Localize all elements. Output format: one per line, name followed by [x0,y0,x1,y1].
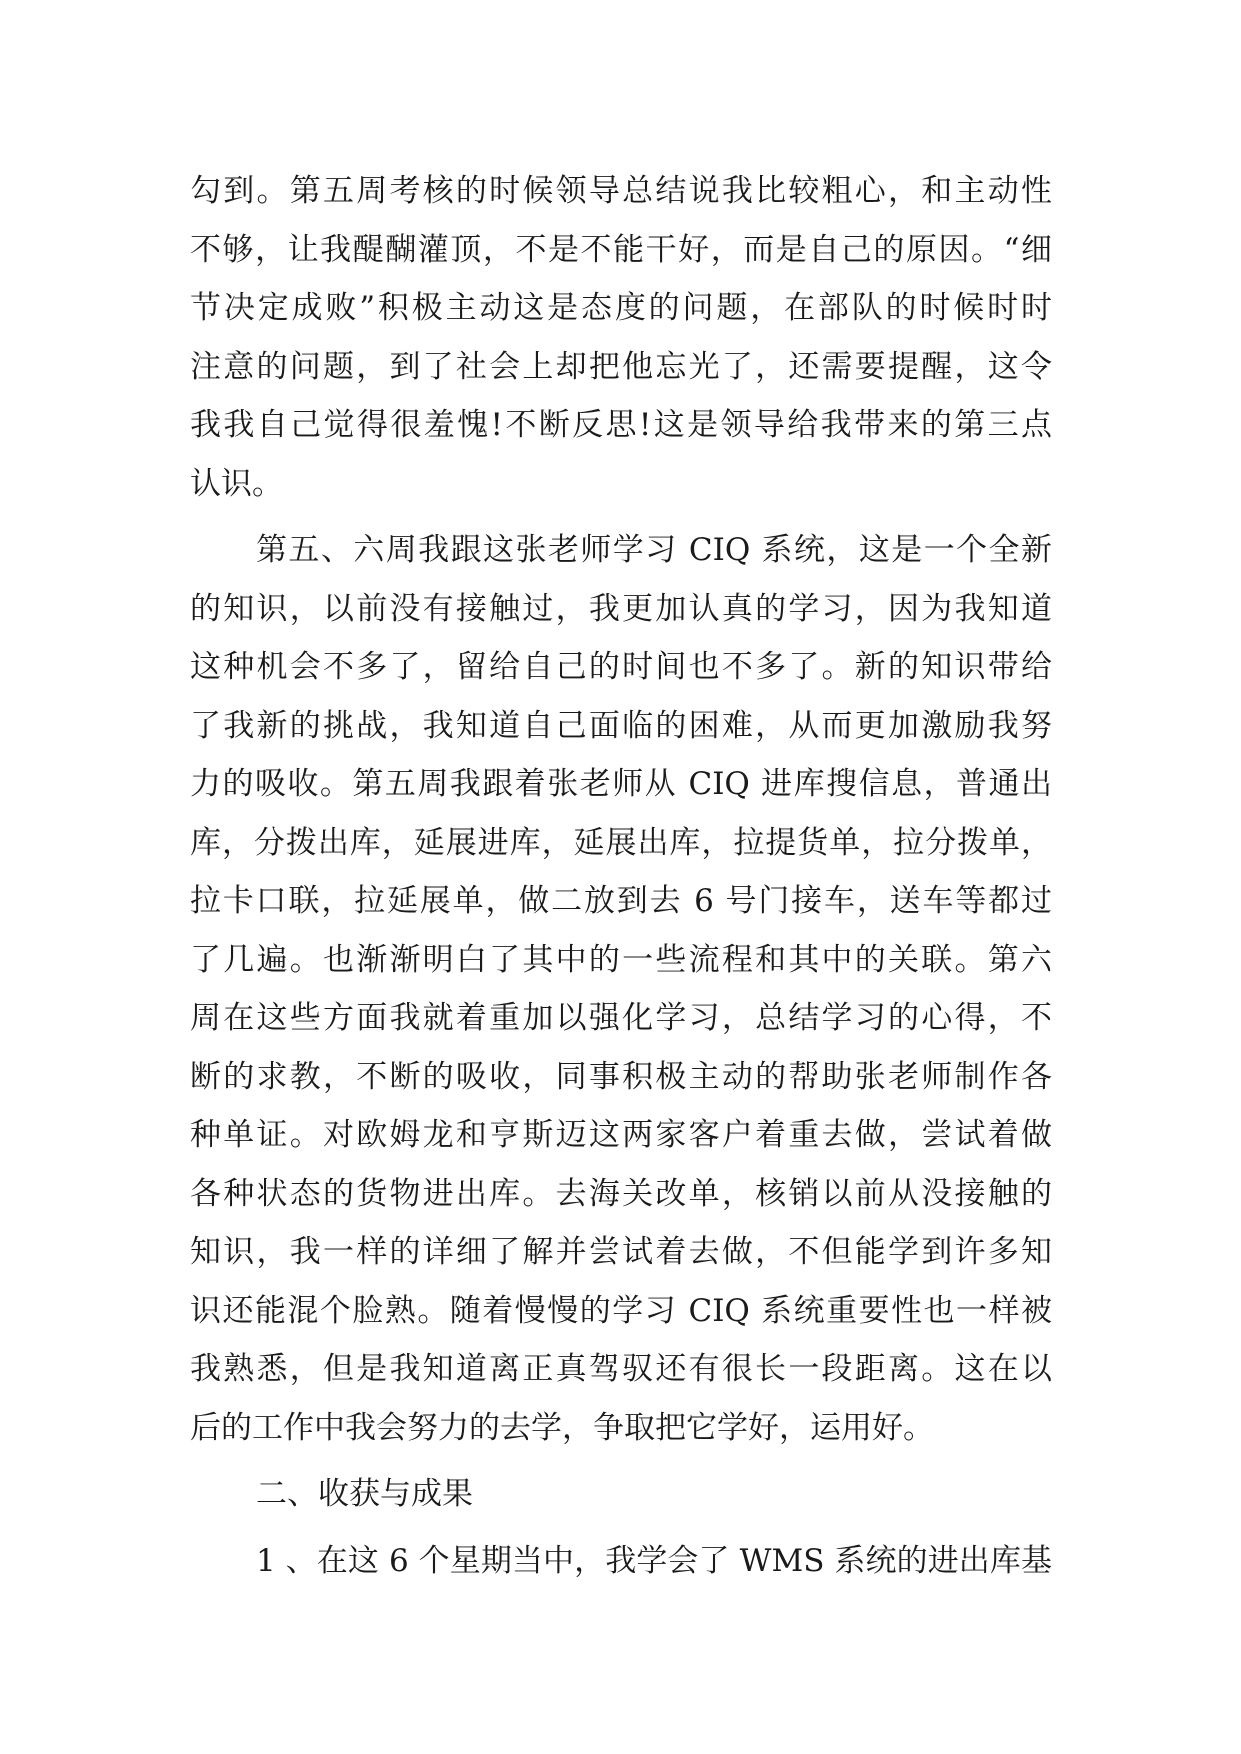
text-line: 拉卡口联，拉延展单，做二放到去 6 号门接车，送车等都过 [190,883,1052,919]
text-line: 的知识，以前没有接触过，我更加认真的学习，因为我知道 [190,590,1052,627]
text-line: 了几遍。也渐渐明白了其中的一些流程和其中的关联。第六 [190,941,1052,978]
paragraph-gap [190,1457,1052,1465]
text-line: 周在这些方面我就着重加以强化学习，总结学习的心得，不 [190,1000,1052,1036]
text-line: 不够，让我醍醐灌顶，不是不能干好，而是自己的原因。“细 [190,231,1052,268]
text-line: 库，分拨出库，延展进库，延展出库，拉提货单，拉分拨单， [190,824,1052,861]
text-line: 断的求教，不断的吸收，同事积极主动的帮助张老师制作各 [190,1058,1052,1095]
text-line: 第五、六周我跟这张老师学习 CIQ 系统，这是一个全新 [256,532,1052,568]
text-line: 识还能混个脸熟。随着慢慢的学习 CIQ 系统重要性也一样被 [190,1292,1052,1329]
text-line: 节决定成败”积极主动这是态度的问题，在部队的时候时时 [190,290,1052,326]
paragraph-gap [190,1524,1052,1532]
body-text [190,162,1052,1590]
paragraph-gap [190,513,1052,521]
text-line: 知识，我一样的详细了解并尝试着去做，不但能学到许多知 [190,1234,1052,1270]
text-line: 了我新的挑战，我知道自己面临的困难，从而更加激励我努 [190,707,1052,744]
text-line: 认识。 [190,465,283,502]
text-line: 我熟悉，但是我知道离正真驾驭还有很长一段距离。这在以 [190,1351,1052,1387]
text-line: 勾到。第五周考核的时候领导总结说我比较粗心，和主动性 [190,173,1052,209]
text-line: 注意的问题，到了社会上却把他忘光了，还需要提醒，这令 [190,348,1052,385]
text-line: 1 、在这 6 个星期当中，我学会了 WMS 系统的进出库基 [256,1542,1052,1579]
text-line: 种单证。对欧姆龙和亨斯迈这两家客户着重去做，尝试着做 [190,1117,1052,1153]
text-line: 力的吸收。第五周我跟着张老师从 CIQ 进库搜信息，普通出 [190,766,1052,802]
text-line: 我我自己觉得很羞愧!不断反思!这是领导给我带来的第三点 [190,407,1052,443]
text-line: 这种机会不多了，留给自己的时间也不多了。新的知识带给 [190,649,1052,685]
text-line: 后的工作中我会努力的去学，争取把它学好，运用好。 [190,1409,934,1446]
text-line: 各种状态的货物进出库。去海关改单，核销以前从没接触的 [190,1175,1052,1212]
section-heading: 二、收获与成果 [256,1476,473,1512]
